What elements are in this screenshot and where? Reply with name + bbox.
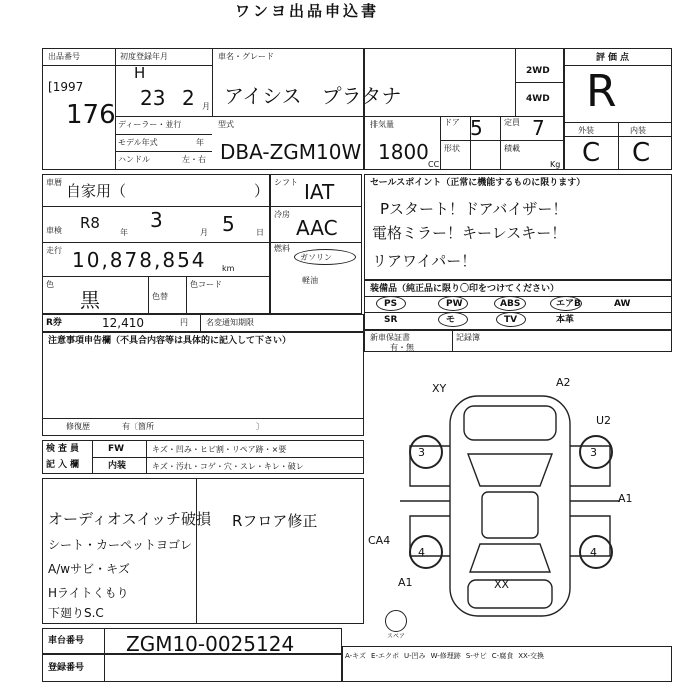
registration-number-label: 登録番号: [48, 663, 85, 673]
right-side-mark: A1: [618, 492, 633, 505]
equip-airbag-circle: [550, 296, 582, 311]
note-left-1: オーディオスイッチ破損: [48, 510, 212, 528]
color-change-label: 色替: [152, 292, 168, 301]
recycle-value: 12,410: [102, 316, 144, 330]
right-fender-mark: U2: [596, 414, 612, 427]
car-damage-diagram: [368, 376, 640, 636]
inspection-day-unit: 日: [256, 228, 264, 237]
inspection-month: 3: [150, 208, 163, 232]
equip-ps-circle: [376, 296, 406, 311]
ac-value: AAC: [296, 216, 338, 240]
record-label: 記入欄: [46, 460, 83, 470]
inspection-month-unit: 月: [200, 228, 208, 237]
shift-label: シフト: [274, 178, 298, 187]
notes-label: 注意事項申告欄（不具合内容等は具体的に記入して下さい）: [48, 336, 292, 346]
left-side-mark: CA4: [368, 534, 391, 547]
drive-4wd: 4WD: [526, 94, 550, 104]
ac-label: 冷房: [274, 210, 290, 219]
displacement-unit: CC: [428, 160, 440, 169]
equip-abs: ABS: [500, 299, 521, 309]
fuel-diesel: 軽油: [302, 276, 318, 285]
recycle-label: R券: [46, 318, 62, 328]
sales-point-line-2: 電格ミラー！キーレスキー！: [372, 224, 567, 242]
equip-mo: モ: [446, 315, 456, 325]
listing-number: 176: [66, 100, 116, 130]
note-right-1: Rフロア修正: [232, 512, 318, 530]
recycle-row: [42, 314, 364, 332]
wheel-mark-fl: 3: [418, 446, 425, 459]
chassis-label: 車台番号: [48, 636, 85, 646]
usage-close: ）: [254, 182, 270, 200]
mileage-label: 走行: [46, 246, 62, 255]
repair-label: 修復歴: [66, 422, 90, 431]
equip-airbag: エアB: [556, 299, 581, 309]
drive-2wd: 2WD: [526, 66, 550, 76]
door-label: ドア: [444, 118, 460, 127]
capacity: 7: [532, 116, 545, 140]
inspection-value: R8: [80, 214, 100, 232]
rear-left-mark: A1: [398, 576, 413, 589]
displacement: 1800: [378, 140, 429, 164]
inspection-year-unit: 年: [120, 228, 128, 237]
wheel-mark-rr: 4: [590, 546, 597, 559]
weight-unit: Kg: [550, 160, 561, 169]
notice-label: 名変通知期限: [206, 318, 254, 327]
repair-value: 有〔箇所: [122, 422, 154, 431]
registration-label: 初度登録年月: [120, 52, 168, 61]
spare-label: スペア: [387, 633, 406, 640]
equip-abs-circle: [494, 296, 526, 311]
color-code-label: 色コード: [190, 280, 222, 289]
shift-value: IAT: [304, 180, 335, 204]
front-mark: XY: [432, 382, 447, 395]
grade-value: R: [586, 66, 617, 117]
dealer-label: ディーラー・並行: [118, 120, 182, 129]
vehicle-name: アイシス プラタナ: [224, 84, 402, 108]
equip-ps: PS: [384, 299, 398, 309]
note-left-4: Hライトくもり: [48, 586, 129, 600]
damage-legend: A-キズ E-エクボ U-凹み W-修理跡 S-サビ C-腐食 XX-交換: [345, 652, 544, 660]
inspection-day: 5: [222, 212, 235, 236]
wheel-mark-fr: 3: [590, 446, 597, 459]
equip-pw: PW: [446, 299, 463, 309]
equip-leather: 本革: [556, 315, 575, 325]
listing-label: 出品番号: [48, 52, 80, 61]
model-year-unit: 年: [196, 138, 204, 147]
repair-close: 〕: [256, 422, 264, 431]
model-year-label: モデル年式: [118, 138, 158, 147]
interior-grade: C: [632, 138, 651, 168]
fuel-value: ガソリン: [300, 253, 332, 262]
recycle-unit: 円: [180, 318, 188, 327]
registration-era: H: [134, 64, 146, 82]
interior-items: キズ・汚れ・コゲ・穴・スレ・キレ・破レ: [152, 462, 304, 471]
front-right-mark: A2: [556, 376, 571, 389]
doors: 5: [470, 116, 483, 140]
spare-tire-icon: [385, 610, 407, 632]
sales-point-line-3: リアワイパー！: [372, 252, 477, 270]
note-left-5: 下廻りS.C: [48, 606, 104, 620]
weight-label: 積載: [504, 144, 520, 153]
color-label: 色: [46, 280, 54, 289]
rear-mark: XX: [494, 578, 510, 591]
grade-label: 評価点: [596, 53, 633, 63]
wheel-mark-rl: 4: [418, 546, 425, 559]
handle-options: 左・右: [182, 155, 206, 164]
interior-label: 内装: [630, 126, 646, 135]
owner-record-label: 記録簿: [456, 333, 480, 342]
shape-label: 形状: [444, 144, 460, 153]
fw-items: キズ・凹み・ヒビ割・リペア跡・×要: [152, 445, 287, 454]
chassis-number: ZGM10-0025124: [126, 632, 295, 656]
vehicle-type: DBA-ZGM10W: [220, 140, 362, 164]
registration-year: 23: [140, 86, 166, 110]
displacement-label: 排気量: [370, 120, 394, 129]
equip-pw-circle: [438, 296, 468, 311]
registration-month: 2: [182, 86, 195, 110]
equip-tv-circle: [496, 312, 526, 327]
usage-label: 車暦: [46, 178, 62, 187]
sales-point-line-1: Pスタート！ドアバイザー！: [380, 200, 568, 218]
interior-row-label: 内装: [108, 461, 127, 471]
fw-label: FW: [108, 444, 125, 454]
note-left-3: A/wサビ・キズ: [48, 562, 130, 576]
inspection-label: 車検: [46, 226, 62, 235]
new-record-label: 新車保証書: [370, 333, 410, 342]
exterior-grade: C: [582, 138, 601, 168]
equip-aw: AW: [614, 299, 631, 309]
equipment-label: 装備品（純正品に限り〇印をつけてください）: [370, 284, 560, 294]
equip-mo-circle: [438, 312, 468, 327]
usage-value: 自家用（: [66, 182, 127, 200]
fuel-label: 燃料: [274, 244, 290, 253]
equip-tv: TV: [504, 315, 518, 325]
exterior-label: 外装: [578, 126, 594, 135]
listing-year: [1997: [48, 80, 84, 94]
equip-sr: SR: [384, 315, 398, 325]
vehicle-name-label: 車名・グレード: [218, 52, 274, 61]
color-value: 黒: [80, 288, 100, 312]
registration-number-row: [42, 654, 342, 682]
mileage-value: 10,878,854: [72, 248, 207, 272]
new-record-value: 有・無: [390, 343, 414, 352]
mileage-unit: km: [222, 264, 235, 273]
capacity-label: 定員: [504, 118, 520, 127]
sales-points-label: セールスポイント（正常に機能するものに限ります）: [370, 178, 586, 188]
registration-month-unit: 月: [202, 102, 210, 111]
inspector-label: 検査員: [46, 444, 83, 454]
form-title: ワンヨ出品申込書: [235, 2, 380, 20]
notes-section: [42, 332, 364, 436]
note-left-2: シート・カーペットヨゴレ: [48, 538, 193, 552]
handle-label: ハンドル: [118, 155, 150, 164]
vehicle-type-label: 型式: [218, 120, 234, 129]
